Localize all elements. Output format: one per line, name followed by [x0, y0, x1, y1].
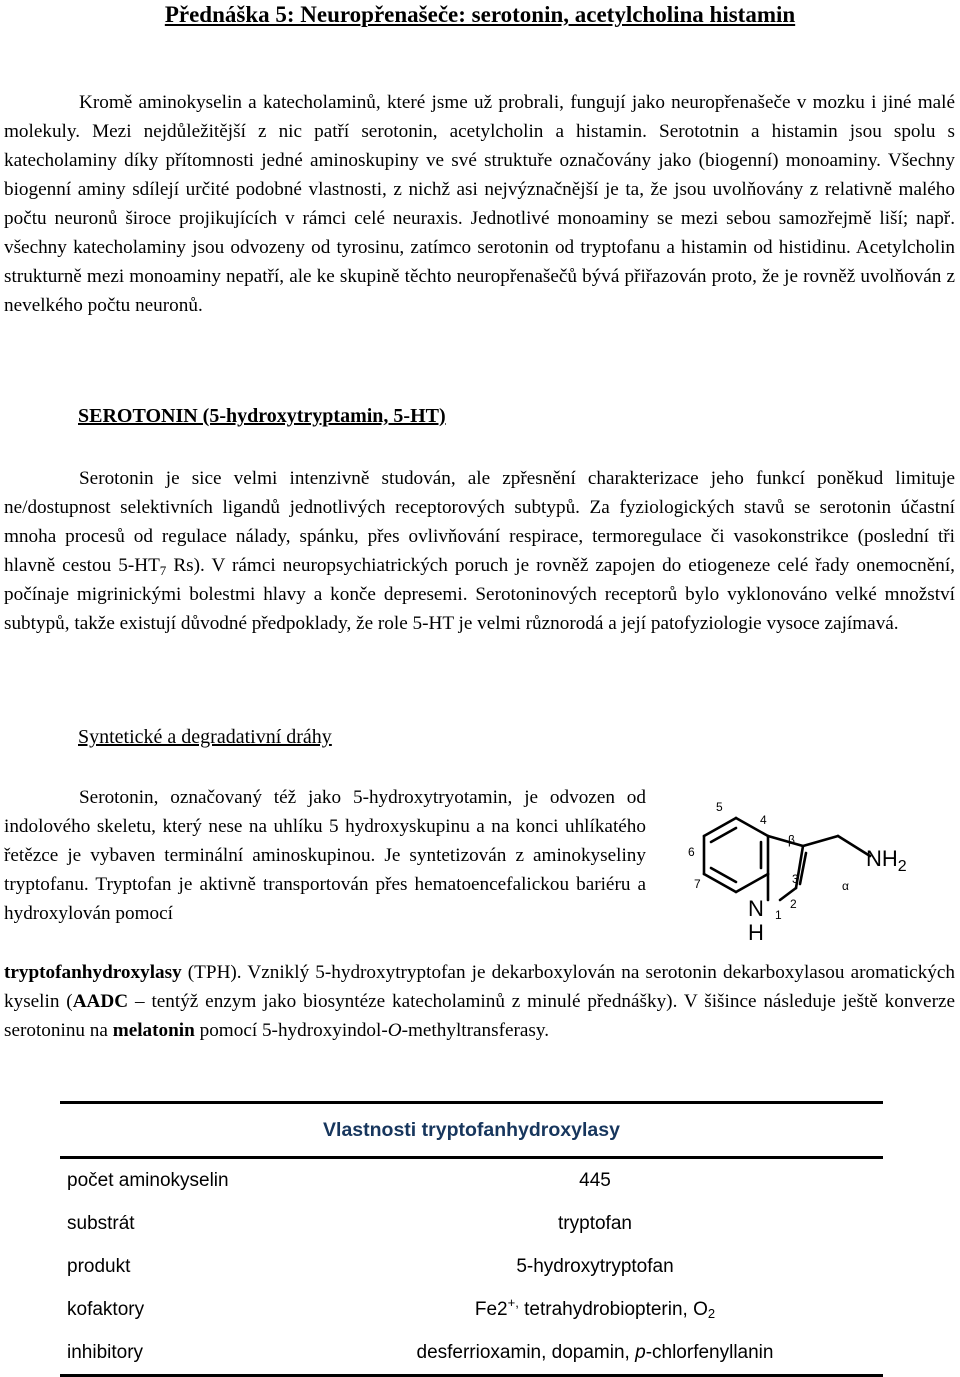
row-value: 5-hydroxytryptofan [516, 1255, 674, 1277]
row-value: 445 [579, 1169, 611, 1191]
synthesis-paragraph-rest [4, 958, 955, 1045]
value-part-a: desferrioxamin, dopamin, [416, 1341, 636, 1363]
label-c6: 6 [688, 845, 695, 859]
value-part-b: tetrahydrobiopterin, O [518, 1298, 708, 1320]
row-value [367, 1331, 883, 1376]
subscript-7: 7 [159, 563, 167, 578]
row-key: produkt [67, 1255, 131, 1277]
label-n1: 1 [775, 908, 782, 922]
row-key: substrát [67, 1212, 135, 1234]
table-row [60, 1202, 883, 1245]
serotonin-text-part-2: Rs). V rámci neuropsychiatrických poruch je rovněž zapojen do etiogeneze celé řady onemocnění, počínaje migrinickými bolestmi hlavy a konče depresemi. Serotoninových receptorů bylo vyklonováno velké množství subtypů, takže existují důvodné předpoklady, že role 5-HT je velmi různorodá a její patofyziologie vysoce zajímavá. [4, 555, 955, 634]
melatonin-term: melatonin [112, 1020, 195, 1041]
label-c3: 3 [792, 872, 799, 886]
table-caption: Vlastnosti tryptofanhydroxylasy [60, 1103, 883, 1158]
label-n-ring: N [748, 896, 764, 921]
synthesis-text-1: (TPH). Vzniklý 5-hydroxytryptofan je dekarboxylován na serotonin dekarboxylasou aromatických kyselin ( [4, 962, 955, 1012]
o-italic: O [387, 1020, 402, 1041]
label-c5: 5 [716, 800, 723, 814]
row-key: počet aminokyselin [67, 1169, 229, 1191]
value-subscript: 2 [707, 1305, 716, 1321]
value-italic: p [635, 1341, 646, 1363]
label-nh2: $NH_2$ [866, 846, 907, 875]
row-value [367, 1288, 883, 1331]
synthesis-text-3: pomocí 5-hydroxyindol- [194, 1020, 388, 1041]
table-row [60, 1245, 883, 1288]
serotonin-paragraph [4, 464, 955, 638]
enzym-aadc: AADC [72, 991, 129, 1012]
label-h-ring: H [748, 920, 764, 945]
synthesis-paragraph-lead: Serotonin, označovaný též jako 5-hydroxytryotamin, je odvozen od indolového skeletu, který nese na uhlíku 5 hydroxyskupinu a na konci uhlíkatého řetězce je vybaven terminální aminoskupinou. Je syntetizován z aminokyseliny tryptofanu. Tryptofan je aktivně transportován přes hematoencefalickou bariéru a hydroxylován pomocí [4, 787, 646, 924]
row-value: tryptofan [558, 1212, 632, 1234]
synthesis-text-2: – tentýž enzym jako biosyntéze katecholaminů z minulé přednášky). V šišince následuje ještě konverze serotoninu na [4, 991, 955, 1041]
table-row [60, 1331, 883, 1376]
label-alpha: α [842, 879, 849, 893]
table-row [60, 1288, 883, 1331]
enzym-tph: tryptofanhydroxylasy [4, 962, 182, 983]
section-heading-synthesis: Syntetické a degradativní dráhy [78, 726, 332, 748]
section-heading-serotonin: SEROTONIN (5-hydroxytryptamin, 5-HT) [78, 405, 446, 427]
table-row [60, 1158, 883, 1203]
value-part-b: -chlorfenyllanin [645, 1341, 774, 1363]
label-c2: 2 [790, 897, 797, 911]
page-title: Přednáška 5: Neuropřenašeče: serotonin, acetylcholina histamin [164, 2, 796, 27]
row-key: inhibitory [60, 1331, 367, 1376]
properties-table [60, 1101, 883, 1377]
label-c4: 4 [760, 813, 767, 827]
value-superscript: +, [507, 1294, 519, 1310]
row-key: kofaktory [67, 1298, 145, 1320]
label-beta: β [788, 833, 795, 847]
label-c7: 7 [694, 877, 701, 891]
serotonin-text-part-1: Serotonin je sice velmi intenzivně studován, ale zpřesnění charakterizace jeho funkcí poněkud limituje ne/dostupnost selektivních ligandů jednotlivých receptorových subtypů. Za fyziologických stavů se serotonin účastní mnoha procesů od regulace nálady, spánku, přes ovlivňování respirace, termoregulace či vasokonstrikce (poslední tři hlavně cestou 5-HT [4, 468, 955, 576]
value-part-a: Fe2 [474, 1298, 508, 1320]
synthesis-text-4: -methyltransferasy. [401, 1020, 549, 1041]
intro-paragraph: Kromě aminokyselin a katecholaminů, které jsme už probrali, fungují jako neuropřenašeče v mozku i jiné malé molekuly. Mezi nejdůležitější z nic patří serotonin, acetylcholin a histamin. Serototnin a histamin jsou spolu s katecholaminy díky přítomnosti jedné aminoskupiny ve své struktuře označovány jako (biogenní) monoaminy. Všechny biogenní aminy sdílejí určité podobné vlastnosti, z nichž asi nejvýznačnější je ta, že jsou uvolňovány z relativně malého počtu neuronů široce projikujících v rámci celé neuraxis. Jednotlivé monoaminy se mezi sebou samozřejmě liší; např. všechny katecholaminy jsou odvozeny od tyrosinu, zatímco serotonin od tryptofanu a histamin od histidinu. Acetylcholin strukturně mezi monoaminy nepatří, ale ke skupině těchto neuropřenašečů bývá přiřazován proto, že je rovněž uvolňován z nevelkého počtu neuronů. [4, 92, 955, 316]
serotonin-structure-figure [682, 796, 958, 946]
